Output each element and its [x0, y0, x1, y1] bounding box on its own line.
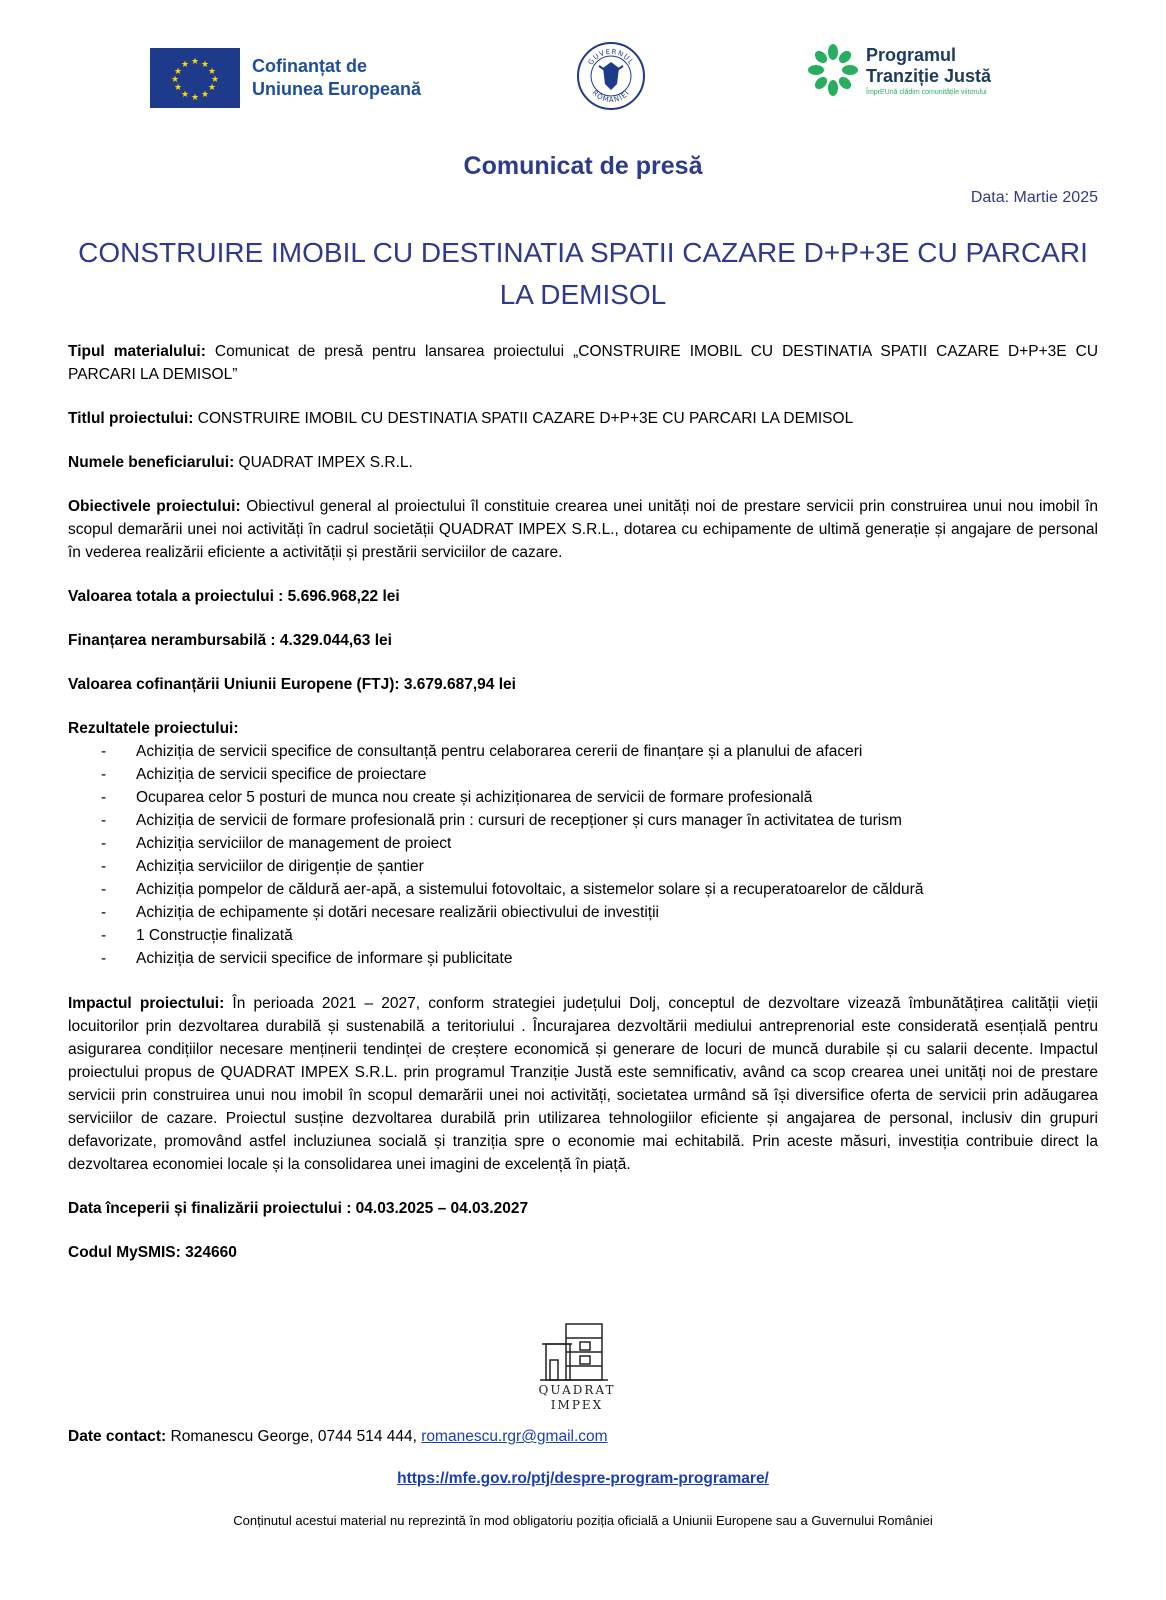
list-item: - Achiziția serviciilor de dirigenție de șantier — [68, 855, 1098, 878]
seal-top-text: GUVERNUL — [586, 47, 636, 67]
quadrat-impex-logo — [522, 1320, 632, 1420]
contact-email-link[interactable]: romanescu.rgr@gmail.com — [421, 1428, 608, 1445]
eu-logo-line1: Cofinanțat de — [252, 56, 367, 76]
impact-value: În perioada 2021 – 2027, conform strategiei județului Dolj, conceptul de dezvoltare vizează îmbunătățirea calității vieții locuitorilor prin dezvoltarea durabilă și sustenabilă a teritoriului . Încurajarea dezvoltării mediului antreprenorial este considerată esențială pentru asigurarea condițiilor necesare menținerii tendinței de creștere economică și generare de locuri de muncă durabile și cu salarii decente. Impactul proiectului propus de QUADRAT IMPEX S.R.L. prin programul Tranziție Justă este semnificativ, având ca scop crearea unei unități noi de prestare servicii prin construirea unui nou imobil în scopul demarării unei noi activități, societatea urmând să își diversifice oferta de servicii prin adăugarea serviciilor de cazare. Proiectul susține dezvoltarea durabilă prin utilizarea tehnologiilor eficiente și angajarea de personal, inclusiv din grupuri defavorizate, promovând astfel incluziunea socială și tranziția spre o economie mai echitabilă. Prin aceste măsuri, investiția contribuie direct la dezvoltarea economiei locale și la consolidarea unei imagini de excelență în piață. — [68, 995, 1098, 1173]
objectives-value: Obiectivul general al proiectului îl constituie crearea unei unități noi de prestare servicii prin construirea unui nou imobil în scopul demarării unei noi activități în cadrul societății QUADRAT IMPEX S.R.L., dotarea cu echipamente de ultimă generație și angajare de personal în vederea realizării eficiente a activității și prestării serviciilor de cazare. — [68, 498, 1098, 561]
project-main-title: CONSTRUIRE IMOBIL CU DESTINATIA SPATII CAZARE D+P+3E CU PARCARI LA DEMISOL — [78, 237, 1088, 310]
contact-label: Date contact: — [68, 1428, 167, 1445]
svg-text:★: ★ — [207, 67, 217, 77]
seal-bottom-text: ROMÂNIEI — [590, 88, 632, 105]
impact-label: Impactul proiectului: — [68, 995, 225, 1012]
ptj-logo-line2: Tranziție Justă — [866, 65, 992, 86]
material-type-value: Comunicat de presă pentru lansarea proiectului „CONSTRUIRE IMOBIL CU DESTINATIA SPATII CAZARE D+P+3E CU PARCARI LA DEMISOL” — [68, 343, 1099, 383]
contact-info — [68, 1428, 608, 1446]
eu-logo-line2: Uniunea Europeană — [252, 79, 422, 99]
project-dates: Data începerii și finalizării proiectului : 04.03.2025 – 04.03.2027 — [68, 1200, 529, 1217]
svg-text:★: ★ — [173, 83, 183, 93]
beneficiary-value: QUADRAT IMPEX S.R.L. — [238, 454, 413, 471]
eu-cofinancing-logo — [150, 48, 421, 108]
objectives-label: Obiectivele proiectului: — [68, 498, 241, 515]
results-list — [68, 740, 1098, 970]
eu-flag-icon — [150, 48, 240, 108]
project-title-label: Titlul proiectului: — [68, 410, 194, 427]
svg-text:★: ★ — [180, 90, 190, 100]
list-item: - Achiziția serviciilor de management de proiect — [68, 832, 1098, 855]
list-item: - Achiziția de echipamente și dotări necesare realizării obiectivului de investiții — [68, 901, 1098, 924]
mfe-program-link[interactable]: https://mfe.gov.ro/ptj/despre-program-programare/ — [397, 1470, 769, 1487]
svg-text:★: ★ — [207, 83, 217, 93]
mfe-link-container — [0, 1470, 1166, 1488]
impact-field — [68, 992, 1098, 1176]
svg-text:★: ★ — [190, 57, 200, 67]
mysmis-code: Codul MySMIS: 324660 — [68, 1244, 237, 1261]
beneficiary-field — [68, 451, 1098, 474]
svg-text:ROMÂNIEI — [591, 89, 632, 104]
project-title-field — [68, 407, 1098, 430]
logo-line1: QUADRAT — [538, 1383, 616, 1397]
svg-text:★: ★ — [210, 75, 220, 85]
svg-text:★: ★ — [180, 60, 190, 70]
eu-cofinancing-value: Valoarea cofinanțării Uniunii Europene (FTJ): 3.679.687,94 lei — [68, 676, 516, 693]
objectives-field — [68, 495, 1098, 564]
results-label: Rezultatele proiectului: — [68, 720, 239, 737]
release-date: Data: Martie 2025 — [970, 189, 1098, 206]
list-item: - Achiziția de servicii specifice de consultanță pentru celaborarea cererii de finanțare și a planului de afaceri — [68, 740, 1098, 763]
beneficiary-label: Numele beneficiarului: — [68, 454, 235, 471]
government-seal-icon — [575, 40, 647, 112]
list-item: - Achiziția de servicii de formare profesională prin : cursuri de recepționer și curs manager în activitatea de turism — [68, 809, 1098, 832]
svg-text:★: ★ — [200, 90, 210, 100]
total-value: Valoarea totala a proiectului : 5.696.968,22 lei — [68, 588, 400, 605]
list-item: - Ocuparea celor 5 posturi de munca nou create și achiziționarea de servicii de formare profesională — [68, 786, 1098, 809]
svg-text:★: ★ — [173, 67, 183, 77]
press-release-heading: Comunicat de presă — [463, 152, 703, 180]
ptj-flower-icon — [808, 42, 858, 98]
svg-text:★: ★ — [190, 93, 200, 103]
ptj-logo-line1: Programul — [866, 44, 957, 65]
contact-value: Romanescu George, 0744 514 444, — [170, 1428, 417, 1445]
svg-text:★: ★ — [200, 60, 210, 70]
nonrefundable-financing: Finanțarea nerambursabilă : 4.329.044,63 lei — [68, 632, 392, 649]
project-title-value: CONSTRUIRE IMOBIL CU DESTINATIA SPATII CAZARE D+P+3E CU PARCARI LA DEMISOL — [197, 410, 854, 427]
svg-text:★: ★ — [170, 75, 180, 85]
material-type — [68, 340, 1098, 386]
material-type-label: Tipul materialului: — [68, 343, 206, 360]
list-item: - Achiziția pompelor de căldură aer-apă, a sistemului fotovoltaic, a sistemelor solare și a recuperatoarelor de căldură — [68, 878, 1098, 901]
list-item: - Achiziția de servicii specifice de proiectare — [68, 763, 1098, 786]
document-body — [68, 340, 1098, 1285]
ptj-logo-tagline: ÎmprEUnă clădim comunitățile viitorului — [866, 88, 987, 96]
disclaimer: Conținutul acestui material nu reprezintă în mod obligatoriu poziția oficială a Uniunii Europene sau a Guvernului României — [233, 1513, 933, 1528]
list-item: - Achiziția de servicii specifice de informare și publicitate — [68, 947, 1098, 970]
list-item: - 1 Construcție finalizată — [68, 924, 1098, 947]
logo-line2: IMPEX — [550, 1398, 604, 1412]
ptj-program-logo — [808, 42, 991, 98]
